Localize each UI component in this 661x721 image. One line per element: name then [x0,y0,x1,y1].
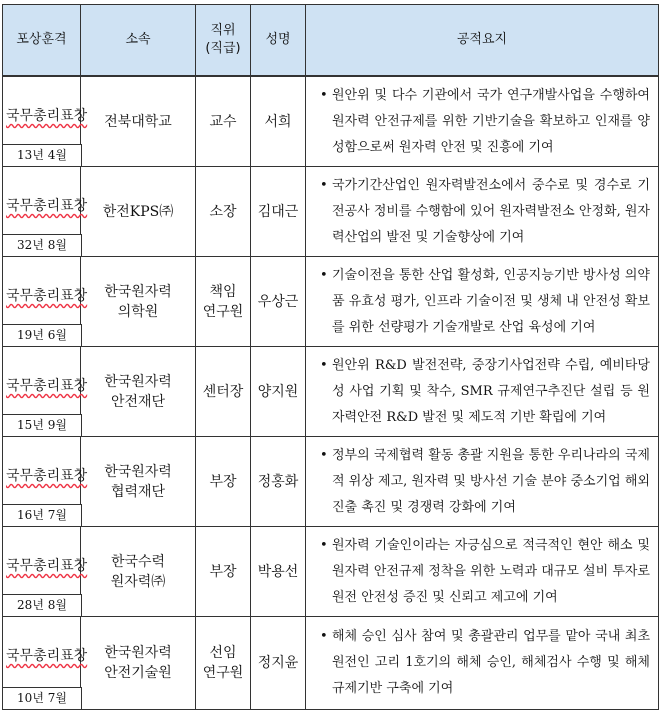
award-cell [3,76,88,167]
award-date: 16년 7월 [2,504,82,527]
award-date: 28년 8월 [2,594,82,617]
name-cell: 김대근 [251,167,306,257]
summary-text: 해체 승인 심사 참여 및 총괄관리 업무를 맡아 국내 최초 원전인 고리 1호기의 해체 승인, 해체검사 수행 및 해체규제기반 구축에 기여 [332,629,650,696]
position-cell: 센터장 [196,347,251,437]
position-cell: 부장 [196,527,251,617]
position-cell: 선임 연구원 [196,617,251,710]
summary-text: 원안위 R&D 발전전략, 중장기사업전략 수립, 예비타당성 사업 기획 및 착수, SMR 규제연구추진단 설립 등 원자력안전 R&D 발전 및 제도적 기반 확립에 기여 [332,357,650,425]
org-cell: 한국원자력 의학원 [81,257,196,347]
award-date: 10년 7월 [2,687,82,710]
header-award: 포상훈격 [3,5,81,77]
table-row [3,437,659,527]
award-name: 국무총리표창 [6,648,88,664]
summary-text-block [320,533,650,611]
table-row [3,167,659,257]
award-name: 국무총리표창 [6,288,88,304]
summary-text-block [320,173,650,251]
position-cell: 책임 연구원 [196,257,251,347]
award-cell [3,617,88,710]
bullet-icon: • [320,87,328,103]
name-cell: 박용선 [251,527,306,617]
bullet-icon: • [320,447,328,463]
awards-table [2,4,659,710]
summary-text-block [320,263,650,341]
award-date: 32년 8월 [2,234,82,257]
header-row [3,5,659,77]
summary-cell [306,617,659,710]
header-name: 성명 [251,5,306,77]
org-cell: 한전KPS㈜ [81,167,196,257]
award-name: 국무총리표창 [6,378,88,394]
award-cell [3,167,88,257]
summary-cell [306,347,659,437]
name-cell: 서희 [251,76,306,167]
summary-text: 원자력 기술인이라는 자긍심으로 적극적인 현안 해소 및 원자력 안전규제 정착을 위한 노력과 대규모 설비 투자로 원전 안전성 증진 및 신뢰고 제고에 기여 [332,537,650,605]
award-name: 국무총리표창 [6,558,88,574]
bullet-icon: • [320,177,328,193]
table-row [3,527,659,617]
summary-text: 원안위 및 다수 기관에서 국가 연구개발사업을 수행하여 원자력 안전규제를 위한 기반기술을 확보하고 인재를 양성함으로써 원자력 안전 및 진흥에 기여 [332,87,650,155]
position-cell: 소장 [196,167,251,257]
position-cell: 교수 [196,76,251,167]
name-cell: 양지원 [251,347,306,437]
summary-cell [306,167,659,257]
summary-text-block [320,353,650,431]
summary-cell [306,527,659,617]
org-cell: 한국수력 원자력㈜ [81,527,196,617]
award-name: 국무총리표창 [6,108,88,124]
org-cell: 전북대학교 [81,76,196,167]
name-cell: 정지윤 [251,617,306,710]
award-name: 국무총리표창 [6,468,88,484]
name-cell: 우상근 [251,257,306,347]
table-row [3,76,659,167]
org-cell: 한국원자력 안전재단 [81,347,196,437]
award-cell [3,527,88,617]
table-row [3,257,659,347]
summary-cell [306,76,659,167]
award-cell [3,437,88,527]
summary-text: 국가기간산업인 원자력발전소에서 중수로 및 경수로 기전공사 정비를 수행함에 있어 원자력발전소 안정화, 원자력산업의 발전 및 기술향상에 기여 [332,177,650,245]
award-date: 15년 9월 [2,414,82,437]
award-cell [3,347,88,437]
org-cell: 한국원자력 안전기술원 [81,617,196,710]
summary-text-block [320,624,650,702]
name-cell: 정홍화 [251,437,306,527]
header-org: 소속 [81,5,196,77]
summary-cell [306,437,659,527]
bullet-icon: • [320,629,328,644]
summary-text: 기술이전을 통한 산업 활성화, 인공지능기반 방사성 의약품 유효성 평가, 인프라 기술이전 및 생체 내 안전성 확보를 위한 선량평가 기술개발로 산업 육성에 기여 [332,267,650,335]
bullet-icon: • [320,537,328,553]
award-cell [3,257,88,347]
header-summary: 공적요지 [306,5,659,77]
org-cell: 한국원자력 협력재단 [81,437,196,527]
award-date: 13년 4월 [2,144,82,167]
table-row [3,347,659,437]
award-date: 19년 6월 [2,324,82,347]
table-row [3,617,659,710]
award-name: 국무총리표창 [6,198,88,214]
summary-text: 정부의 국제협력 활동 총괄 지원을 통한 우리나라의 국제적 위상 제고, 원자력 및 방사선 기술 분야 중소기업 해외 진출 촉진 및 경쟁력 강화에 기여 [332,447,650,515]
header-position: 직위 (직급) [196,5,251,77]
bullet-icon: • [320,357,328,373]
bullet-icon: • [320,267,328,283]
summary-text-block [320,83,650,161]
summary-text-block [320,443,650,521]
position-cell: 부장 [196,437,251,527]
summary-cell [306,257,659,347]
